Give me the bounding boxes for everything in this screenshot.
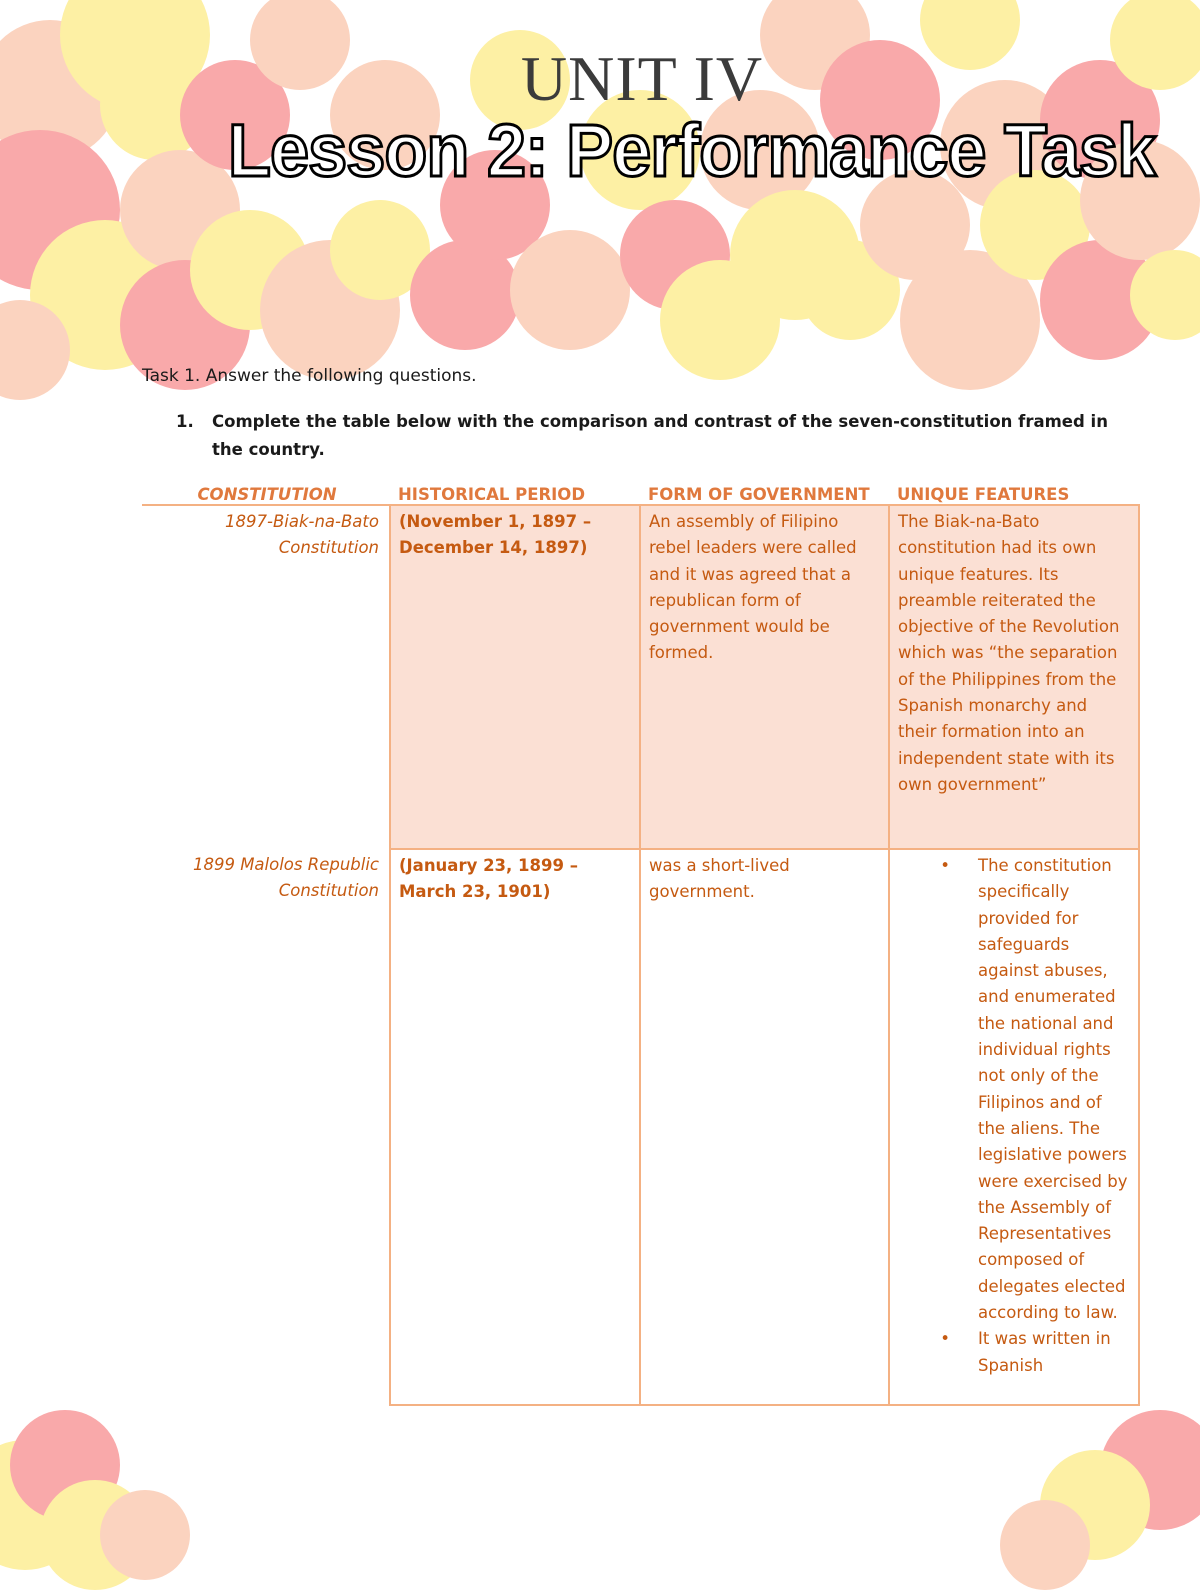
- header-unique-features: UNIQUE FEATURES: [889, 476, 1139, 505]
- question-number: 1.: [176, 412, 194, 431]
- unique-features: The Biak-na-Bato constitution had its own unique features. Its preamble reiterated the objective of the Revolution which was “the separation of the Philippines from the Spanish monarchy and their formation into an independent state with its own government”: [889, 505, 1139, 849]
- form-of-government: An assembly of Filipino rebel leaders were called and it was agreed that a republican form of government would be formed.: [640, 505, 889, 849]
- lesson-title: Lesson 2: Performance Task: [228, 109, 1156, 192]
- unit-title: UNIT IV: [520, 43, 764, 114]
- question-1: [176, 408, 1136, 464]
- form-of-government: was a short-lived government.: [640, 849, 889, 1405]
- features-list: [898, 853, 1130, 1379]
- constitution-comparison-table: [142, 476, 1140, 1406]
- header-historical-period: HISTORICAL PERIOD: [390, 476, 640, 505]
- unique-features: [889, 849, 1139, 1405]
- list-item: • The constitution specifically provided for safeguards against abuses, and enumerated the national and individual rights not only of the Filipinos and of the aliens. The legislative powers were exercised by the Assembly of Representatives composed of delegates elected according to law.: [950, 853, 1130, 1326]
- table-header-row: [142, 476, 1139, 505]
- task-intro: Task 1. Answer the following questions.: [142, 366, 477, 386]
- table-row: [142, 505, 1139, 849]
- constitution-name: 1897-Biak-na-Bato Constitution: [142, 505, 390, 849]
- historical-period: (January 23, 1899 – March 23, 1901): [390, 849, 640, 1405]
- header-form-of-government: FORM OF GOVERNMENT: [640, 476, 889, 505]
- constitution-name: 1899 Malolos Republic Constitution: [142, 849, 390, 1405]
- header-constitution: CONSTITUTION: [142, 476, 390, 505]
- list-item: • It was written in Spanish: [950, 1326, 1130, 1379]
- historical-period: (November 1, 1897 – December 14, 1897): [390, 505, 640, 849]
- table-row: [142, 849, 1139, 1405]
- decorative-circles-bottom: [0, 1420, 1200, 1553]
- question-text: Complete the table below with the comparison and contrast of the seven-constitution framed in the country.: [212, 412, 1108, 459]
